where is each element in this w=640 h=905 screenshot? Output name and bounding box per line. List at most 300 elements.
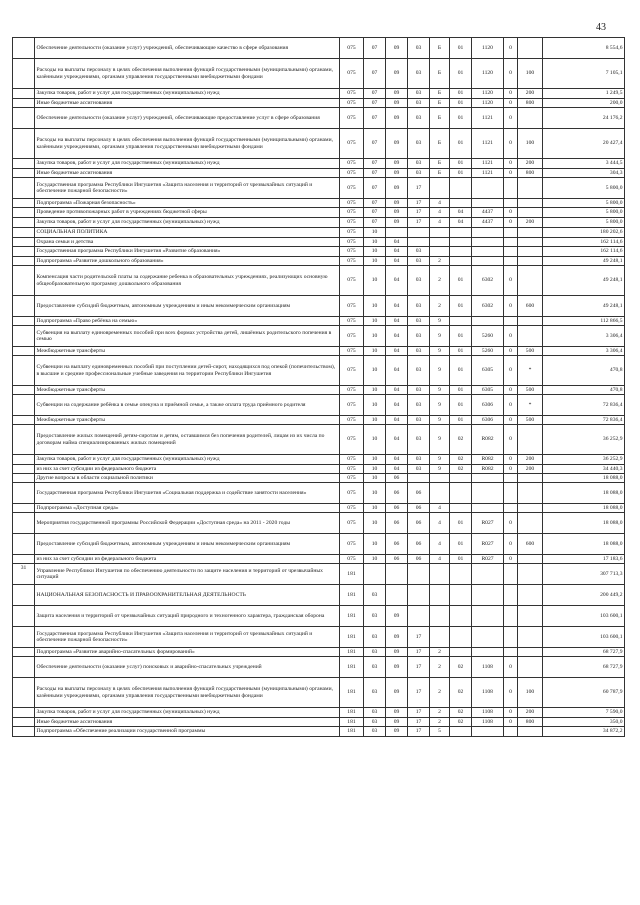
subprogram-code: Б xyxy=(430,169,450,178)
subprogram-code: Б xyxy=(430,59,450,89)
direction-code: 5260 xyxy=(472,326,504,347)
row-number xyxy=(13,296,35,317)
ministry-code: 075 xyxy=(340,169,364,178)
event-code xyxy=(450,199,472,208)
row-number xyxy=(13,199,35,208)
ministry-code: 075 xyxy=(340,386,364,395)
subsection-code: 04 xyxy=(386,296,408,317)
table-row xyxy=(13,99,625,108)
table-row xyxy=(13,247,625,257)
table-row xyxy=(13,474,625,483)
row-number xyxy=(13,347,35,356)
row-number xyxy=(13,108,35,129)
direction-code: 6302 xyxy=(472,296,504,317)
row-amount: 68 727,9 xyxy=(543,657,625,678)
section-code: 07 xyxy=(364,218,386,228)
subprogram-code: Б xyxy=(430,89,450,99)
row-amount: 162 114,6 xyxy=(543,238,625,247)
direction-code xyxy=(472,257,504,266)
direction-code xyxy=(472,585,504,606)
program-code: 03 xyxy=(408,356,430,386)
row-amount: 24 176,2 xyxy=(543,108,625,129)
section-code: 07 xyxy=(364,178,386,199)
direction-code xyxy=(472,606,504,627)
event-code: 01 xyxy=(450,395,472,416)
section-code: 10 xyxy=(364,317,386,326)
row-name: Подпрограмма «Пожарная безопасность» xyxy=(35,199,340,208)
table-row xyxy=(13,238,625,247)
ministry-code: 075 xyxy=(340,317,364,326)
direction-code xyxy=(472,247,504,257)
page-number: 43 xyxy=(596,22,606,33)
program-code: 03 xyxy=(408,395,430,416)
row-amount: 18 088,0 xyxy=(543,534,625,555)
row-name: Государственная программа Республики Ингушетия «Защита населения и территорий от чрезвычайных ситуаций и обеспечение пожарной безопасности» xyxy=(35,627,340,648)
row-amount: 8 554,6 xyxy=(543,38,625,59)
section-code: 10 xyxy=(364,483,386,504)
section-code: 10 xyxy=(364,356,386,386)
subsection-code: 09 xyxy=(386,178,408,199)
program-code: 03 xyxy=(408,317,430,326)
subsection-code: 04 xyxy=(386,326,408,347)
table-row xyxy=(13,178,625,199)
subsection-code: 06 xyxy=(386,513,408,534)
row-number xyxy=(13,38,35,59)
ministry-code: 075 xyxy=(340,296,364,317)
subprogram-code: Б xyxy=(430,159,450,169)
expense-type-code: * xyxy=(518,356,543,386)
subsection-code: 09 xyxy=(386,678,408,708)
event-code xyxy=(450,504,472,513)
row-amount: 18 088,0 xyxy=(543,474,625,483)
subsection-code: 04 xyxy=(386,317,408,326)
table-row xyxy=(13,483,625,504)
event-code: 02 xyxy=(450,425,472,455)
subsection-code: 09 xyxy=(386,657,408,678)
row-number xyxy=(13,317,35,326)
subsection-code: 04 xyxy=(386,238,408,247)
row-amount: 5 800,0 xyxy=(543,218,625,228)
extra-code: 0 xyxy=(504,218,518,228)
program-code: 03 xyxy=(408,416,430,425)
program-code: 03 xyxy=(408,425,430,455)
subsection-code: 09 xyxy=(386,108,408,129)
expense-type-code xyxy=(518,266,543,296)
extra-code: 0 xyxy=(504,395,518,416)
subsection-code: 09 xyxy=(386,169,408,178)
extra-code xyxy=(504,648,518,657)
row-amount: 68 727,9 xyxy=(543,648,625,657)
table-row xyxy=(13,534,625,555)
table-row xyxy=(13,395,625,416)
row-amount: 18 088,0 xyxy=(543,483,625,504)
row-name: Иные бюджетные ассигнования xyxy=(35,718,340,727)
subsection-code: 04 xyxy=(386,455,408,465)
row-name: СОЦИАЛЬНАЯ ПОЛИТИКА xyxy=(35,228,340,238)
row-number xyxy=(13,99,35,108)
ministry-code: 075 xyxy=(340,59,364,89)
extra-code: 0 xyxy=(504,266,518,296)
subprogram-code: 2 xyxy=(430,678,450,708)
row-amount: 5 800,0 xyxy=(543,199,625,208)
subprogram-code xyxy=(430,238,450,247)
section-code: 10 xyxy=(364,296,386,317)
row-amount: 34 440,3 xyxy=(543,465,625,474)
direction-code: 4437 xyxy=(472,208,504,218)
expense-type-code xyxy=(518,257,543,266)
subprogram-code: 2 xyxy=(430,718,450,727)
program-code: 03 xyxy=(408,99,430,108)
row-name: Подпрограмма «Доступная среда» xyxy=(35,504,340,513)
section-code: 07 xyxy=(364,59,386,89)
table-row xyxy=(13,208,625,218)
row-number xyxy=(13,395,35,416)
row-number xyxy=(13,218,35,228)
extra-code: 0 xyxy=(504,555,518,564)
row-number xyxy=(13,326,35,347)
subprogram-code xyxy=(430,247,450,257)
section-code: 03 xyxy=(364,678,386,708)
row-amount: 36 252,9 xyxy=(543,425,625,455)
program-code xyxy=(408,474,430,483)
program-code: 03 xyxy=(408,347,430,356)
direction-code: R082 xyxy=(472,465,504,474)
row-number xyxy=(13,159,35,169)
subprogram-code xyxy=(430,228,450,238)
row-amount: 49 248,1 xyxy=(543,296,625,317)
program-code: 17 xyxy=(408,178,430,199)
direction-code: 1121 xyxy=(472,129,504,159)
expense-type-code xyxy=(518,238,543,247)
ministry-code: 075 xyxy=(340,425,364,455)
subsection-code: 04 xyxy=(386,386,408,395)
row-number xyxy=(13,678,35,708)
row-amount: 49 248,1 xyxy=(543,257,625,266)
program-code: 03 xyxy=(408,266,430,296)
extra-code: 0 xyxy=(504,99,518,108)
row-amount: 5 800,0 xyxy=(543,208,625,218)
subprogram-code: 9 xyxy=(430,416,450,425)
extra-code xyxy=(504,474,518,483)
subsection-code: 06 xyxy=(386,534,408,555)
program-code: 03 xyxy=(408,257,430,266)
ministry-code: 075 xyxy=(340,416,364,425)
subsection-code: 04 xyxy=(386,416,408,425)
row-number xyxy=(13,386,35,395)
row-name: НАЦИОНАЛЬНАЯ БЕЗОПАСНОСТЬ И ПРАВООХРАНИТЕЛЬНАЯ ДЕЯТЕЛЬНОСТЬ xyxy=(35,585,340,606)
row-name: Закупка товаров, работ и услуг для государственных (муниципальных) нужд xyxy=(35,159,340,169)
row-name: Государственная программа Республики Ингушетия «Социальная поддержка и содействие занятости населения» xyxy=(35,483,340,504)
direction-code: 4437 xyxy=(472,218,504,228)
subprogram-code: 2 xyxy=(430,657,450,678)
row-name: Расходы на выплаты персоналу в целях обеспечения выполнения функций государственными (муниципальными) органами, казёнными учреждениями, органами управления государственными внебюджетными фондами xyxy=(35,678,340,708)
extra-code: 0 xyxy=(504,425,518,455)
ministry-code: 181 xyxy=(340,718,364,727)
program-code: 06 xyxy=(408,513,430,534)
row-amount: 350,0 xyxy=(543,718,625,727)
event-code: 01 xyxy=(450,108,472,129)
direction-code xyxy=(472,317,504,326)
subprogram-code: 9 xyxy=(430,465,450,474)
row-amount: 34 872,2 xyxy=(543,727,625,737)
event-code: 01 xyxy=(450,129,472,159)
extra-code: 0 xyxy=(504,718,518,727)
row-name: Государственная программа Республики Ингушетия «Защита населения и территорий от чрезвычайных ситуаций и обеспечение пожарной безопасности» xyxy=(35,178,340,199)
event-code xyxy=(450,247,472,257)
program-code: 17 xyxy=(408,727,430,737)
table-row xyxy=(13,727,625,737)
subprogram-code: 9 xyxy=(430,395,450,416)
row-name: Межбюджетные трансферты xyxy=(35,386,340,395)
extra-code xyxy=(504,317,518,326)
table-row xyxy=(13,648,625,657)
table-row xyxy=(13,555,625,564)
section-code: 07 xyxy=(364,89,386,99)
program-code: 17 xyxy=(408,208,430,218)
row-amount: 7 105,1 xyxy=(543,59,625,89)
table-row xyxy=(13,585,625,606)
expense-type-code xyxy=(518,108,543,129)
subsection-code: 04 xyxy=(386,395,408,416)
expense-type-code: 600 xyxy=(518,296,543,317)
table-row xyxy=(13,678,625,708)
row-number xyxy=(13,425,35,455)
extra-code: 0 xyxy=(504,513,518,534)
subprogram-code: 5 xyxy=(430,727,450,737)
row-amount: 112 866,5 xyxy=(543,317,625,326)
direction-code: 6305 xyxy=(472,356,504,386)
row-number xyxy=(13,555,35,564)
subsection-code: 09 xyxy=(386,218,408,228)
subsection-code: 04 xyxy=(386,465,408,474)
row-number xyxy=(13,178,35,199)
direction-code xyxy=(472,627,504,648)
expense-type-code: 600 xyxy=(518,534,543,555)
event-code: 01 xyxy=(450,59,472,89)
extra-code: 0 xyxy=(504,416,518,425)
subprogram-code: Б xyxy=(430,108,450,129)
event-code: 01 xyxy=(450,347,472,356)
program-code: 17 xyxy=(408,218,430,228)
row-number xyxy=(13,718,35,727)
event-code xyxy=(450,178,472,199)
direction-code: R027 xyxy=(472,555,504,564)
subprogram-code xyxy=(430,483,450,504)
row-number xyxy=(13,648,35,657)
table-row xyxy=(13,129,625,159)
row-name: Предоставление субсидий бюджетным, автономным учреждениям и иным некоммерческим организациям xyxy=(35,534,340,555)
event-code: 01 xyxy=(450,513,472,534)
row-amount: 470,8 xyxy=(543,386,625,395)
row-number xyxy=(13,257,35,266)
ministry-code: 075 xyxy=(340,455,364,465)
subprogram-code: 2 xyxy=(430,257,450,266)
row-name: Другие вопросы в области социальной политики xyxy=(35,474,340,483)
subsection-code: 06 xyxy=(386,504,408,513)
section-code: 10 xyxy=(364,474,386,483)
ministry-code: 181 xyxy=(340,727,364,737)
extra-code: 0 xyxy=(504,159,518,169)
expense-type-code xyxy=(518,326,543,347)
ministry-code: 075 xyxy=(340,555,364,564)
subprogram-code xyxy=(430,564,450,585)
event-code xyxy=(450,474,472,483)
event-code: 01 xyxy=(450,38,472,59)
program-code: 03 xyxy=(408,386,430,395)
extra-code xyxy=(504,727,518,737)
row-number xyxy=(13,727,35,737)
row-number xyxy=(13,513,35,534)
expense-type-code xyxy=(518,178,543,199)
event-code: 01 xyxy=(450,296,472,317)
section-code: 03 xyxy=(364,708,386,718)
subsection-code: 09 xyxy=(386,129,408,159)
subsection-code xyxy=(386,585,408,606)
direction-code: 1120 xyxy=(472,89,504,99)
event-code: 01 xyxy=(450,99,472,108)
row-number xyxy=(13,356,35,386)
extra-code: 0 xyxy=(504,129,518,159)
section-code: 03 xyxy=(364,606,386,627)
subprogram-code: 2 xyxy=(430,648,450,657)
row-amount: 49 248,1 xyxy=(543,266,625,296)
table-row xyxy=(13,416,625,425)
section-code: 10 xyxy=(364,247,386,257)
row-number xyxy=(13,708,35,718)
direction-code: 6306 xyxy=(472,395,504,416)
ministry-code: 075 xyxy=(340,159,364,169)
table-row xyxy=(13,455,625,465)
ministry-code: 075 xyxy=(340,266,364,296)
direction-code: R027 xyxy=(472,534,504,555)
table-row xyxy=(13,266,625,296)
section-code: 07 xyxy=(364,38,386,59)
expense-type-code xyxy=(518,627,543,648)
program-code: 03 xyxy=(408,247,430,257)
program-code xyxy=(408,238,430,247)
section-code: 10 xyxy=(364,555,386,564)
expense-type-code xyxy=(518,555,543,564)
row-name: из них за счет субсидии из федерального бюджета xyxy=(35,465,340,474)
section-code: 03 xyxy=(364,727,386,737)
event-code xyxy=(450,627,472,648)
table-row xyxy=(13,296,625,317)
program-code: 03 xyxy=(408,129,430,159)
program-code: 06 xyxy=(408,504,430,513)
table-row xyxy=(13,159,625,169)
ministry-code: 075 xyxy=(340,513,364,534)
extra-code: 0 xyxy=(504,465,518,474)
direction-code xyxy=(472,648,504,657)
expense-type-code xyxy=(518,38,543,59)
row-number xyxy=(13,627,35,648)
extra-code: 0 xyxy=(504,657,518,678)
extra-code xyxy=(504,564,518,585)
row-number xyxy=(13,416,35,425)
row-number xyxy=(13,247,35,257)
direction-code: 1120 xyxy=(472,38,504,59)
expense-type-code xyxy=(518,425,543,455)
row-name: Предоставление субсидий бюджетным, автономным учреждениям и иным некоммерческим организациям xyxy=(35,296,340,317)
subprogram-code: 4 xyxy=(430,555,450,564)
program-code: 03 xyxy=(408,89,430,99)
ministry-code: 181 xyxy=(340,585,364,606)
ministry-code: 075 xyxy=(340,89,364,99)
program-code: 03 xyxy=(408,159,430,169)
row-name: Мероприятия государственной программы Российской Федерации «Доступная среда» на 2011 - 2020 годы xyxy=(35,513,340,534)
row-name: Подпрограмма «Развитие аварийно-спасательных формирований» xyxy=(35,648,340,657)
direction-code: 6302 xyxy=(472,266,504,296)
table-row xyxy=(13,199,625,208)
program-code: 17 xyxy=(408,678,430,708)
event-code: 01 xyxy=(450,534,472,555)
row-amount: 17 183,6 xyxy=(543,555,625,564)
expense-type-code xyxy=(518,648,543,657)
ministry-code: 075 xyxy=(340,465,364,474)
program-code: 17 xyxy=(408,708,430,718)
subsection-code xyxy=(386,564,408,585)
row-name: Проведение противопожарных работ в учреждениях бюджетной сферы xyxy=(35,208,340,218)
event-code xyxy=(450,317,472,326)
section-code: 07 xyxy=(364,159,386,169)
row-name: Подпрограмма «Развитие дошкольного образования» xyxy=(35,257,340,266)
table-row xyxy=(13,606,625,627)
section-code: 10 xyxy=(364,465,386,474)
section-code: 03 xyxy=(364,585,386,606)
table-row xyxy=(13,425,625,455)
extra-code: 0 xyxy=(504,38,518,59)
section-code: 07 xyxy=(364,199,386,208)
row-name: Субвенции на содержание ребёнка в семье опекуна и приёмной семье, а также оплата труда приёмного родителя xyxy=(35,395,340,416)
row-name: Государственная программа Республики Ингушетия «Развитие образования» xyxy=(35,247,340,257)
program-code xyxy=(408,606,430,627)
event-code xyxy=(450,727,472,737)
row-number xyxy=(13,465,35,474)
budget-table xyxy=(12,37,625,737)
ministry-code: 075 xyxy=(340,483,364,504)
event-code: 04 xyxy=(450,208,472,218)
event-code: 01 xyxy=(450,416,472,425)
row-number xyxy=(13,208,35,218)
expense-type-code: 500 xyxy=(518,416,543,425)
expense-type-code: 100 xyxy=(518,678,543,708)
extra-code xyxy=(504,247,518,257)
expense-type-code: 800 xyxy=(518,718,543,727)
direction-code xyxy=(472,504,504,513)
extra-code: 0 xyxy=(504,108,518,129)
row-name: Подпрограмма «Право ребёнка на семью» xyxy=(35,317,340,326)
direction-code: 1108 xyxy=(472,708,504,718)
section-code: 03 xyxy=(364,648,386,657)
event-code xyxy=(450,483,472,504)
direction-code: 1108 xyxy=(472,657,504,678)
row-number xyxy=(13,59,35,89)
subsection-code: 09 xyxy=(386,718,408,727)
row-number xyxy=(13,266,35,296)
extra-code: 0 xyxy=(504,296,518,317)
subsection-code: 04 xyxy=(386,425,408,455)
program-code xyxy=(408,564,430,585)
ministry-code: 075 xyxy=(340,257,364,266)
ministry-code: 075 xyxy=(340,504,364,513)
ministry-code: 075 xyxy=(340,228,364,238)
subsection-code: 04 xyxy=(386,257,408,266)
direction-code: 6306 xyxy=(472,416,504,425)
ministry-code: 181 xyxy=(340,708,364,718)
row-number xyxy=(13,657,35,678)
extra-code: 0 xyxy=(504,386,518,395)
row-number xyxy=(13,483,35,504)
